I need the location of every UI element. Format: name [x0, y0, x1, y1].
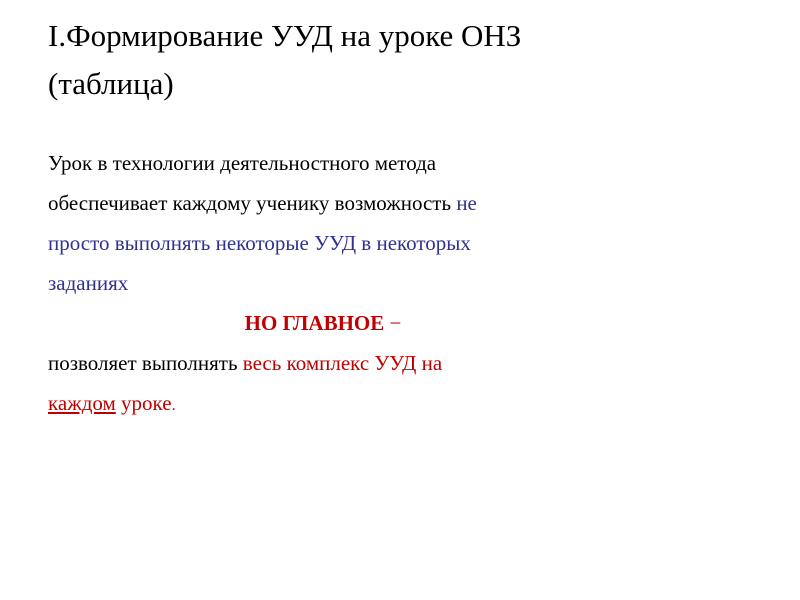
body-text-lesson: Урок в технологии деятельностного метода [48, 151, 437, 175]
body-text-lesson-end: уроке [115, 391, 172, 415]
slide-title-line-2: (таблица) [48, 66, 174, 101]
body-text-period: . [171, 397, 176, 414]
body-line-3 [48, 223, 748, 263]
body-text-not: не [456, 191, 477, 215]
slide-title [48, 12, 748, 108]
body-text-simply-perform: просто выполнять некоторые УУД в некоторых [48, 231, 471, 255]
body-text-whole-complex: весь комплекс УУД на [242, 351, 443, 375]
body-line-6 [48, 343, 748, 383]
body-line-4 [48, 263, 748, 303]
body-line-2 [48, 183, 748, 223]
emphasis-dash: − [384, 311, 402, 335]
body-text-allows: позволяет выполнять [48, 351, 243, 375]
body-text-provides: обеспечивает каждому ученику возможность [48, 191, 457, 215]
body-line-1 [48, 143, 748, 183]
emphasis-main: НО ГЛАВНОЕ [244, 311, 385, 335]
body-text-every: каждом [48, 391, 116, 415]
slide-title-line-1: I.Формирование УУД на уроке ОНЗ [48, 18, 522, 53]
body-line-emphasis [48, 303, 598, 343]
body-line-7 [48, 383, 748, 426]
body-text-tasks: заданиях [48, 271, 129, 295]
slide-body [48, 143, 748, 426]
